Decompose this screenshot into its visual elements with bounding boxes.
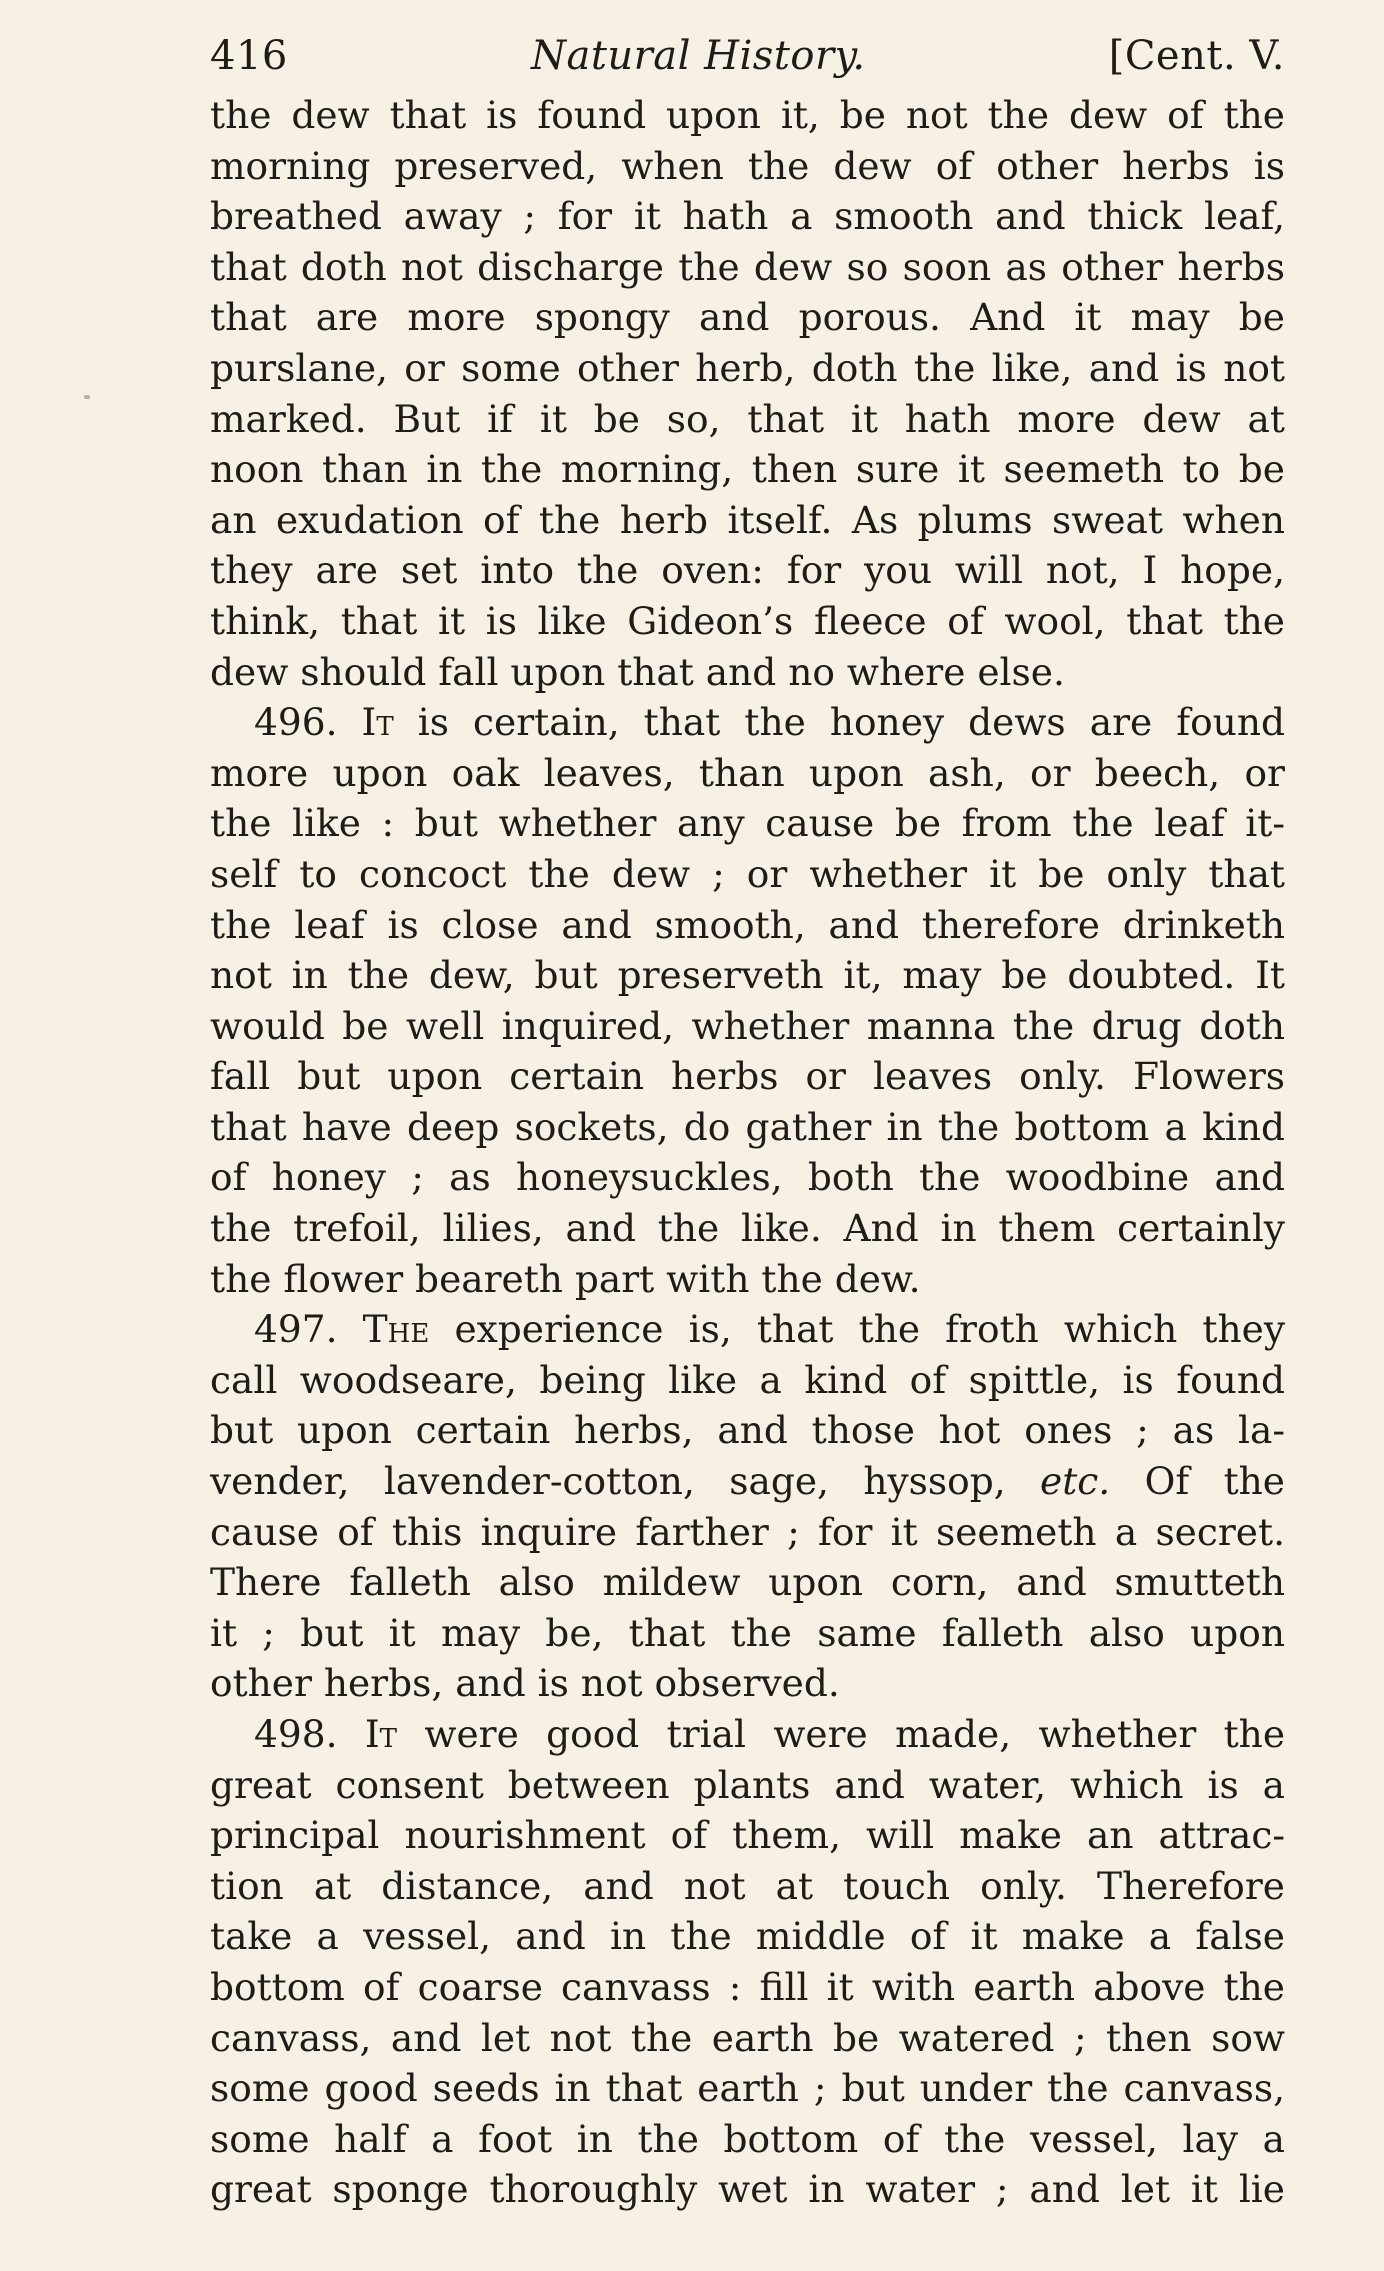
text-line: of honey ; as honeysuckles, both the woodbine and — [210, 1155, 1285, 1200]
text-line: great sponge thoroughly wet in water ; and let it lie — [210, 2167, 1285, 2212]
text-line: noon than in the morning, then sure it seemeth to be — [210, 447, 1285, 492]
text-line: morning preserved, when the dew of other herbs is — [210, 143, 1285, 188]
text-line: canvass, and let not the earth be watered ; then sow — [210, 2015, 1285, 2060]
text-line: would be well inquired, whether manna the drug doth — [210, 1003, 1285, 1048]
text-line: that doth not discharge the dew so soon as other herbs — [210, 244, 1285, 289]
text-line: the dew that is found upon it, be not the dew of the — [210, 93, 1285, 137]
text-line: tion at distance, and not at touch only. Therefore — [210, 1863, 1285, 1908]
text-line: not in the dew, but preserveth it, may be doubted. It — [210, 953, 1285, 998]
text-line: but upon certain herbs, and those hot ones ; as la- — [210, 1408, 1285, 1453]
text-line: breathed away ; for it hath a smooth and thick leaf, — [210, 194, 1285, 239]
text-span: were good trial were made, whether the — [424, 1712, 1286, 1756]
text-line: it ; but it may be, that the same falleth also upon — [210, 1610, 1285, 1655]
text-line: fall but upon certain herbs or leaves only. Flowers — [210, 1054, 1285, 1099]
paragraph-498-first-line — [210, 1709, 1285, 1760]
text-line: the like : but whether any cause be from the leaf it- — [210, 801, 1285, 846]
text-line: other herbs, and is not observed. — [210, 1661, 840, 1706]
paragraph-lead: It — [361, 700, 394, 745]
text-line: some good seeds in that earth ; but under the canvass, — [210, 2066, 1285, 2111]
text-span: vender, lavender-cotton, sage, hyssop, — [210, 1459, 1006, 1504]
text-line: take a vessel, and in the middle of it make a false — [210, 1914, 1285, 1959]
text-line: dew should fall upon that and no where else. — [210, 649, 1065, 694]
text-span: Of the — [1144, 1459, 1285, 1504]
paragraph-lead: The — [362, 1307, 430, 1352]
text-line: more upon oak leaves, than upon ash, or beech, or — [210, 750, 1285, 795]
running-title: Natural History. — [530, 33, 866, 79]
text-line: an exudation of the herb itself. As plums sweat when — [210, 497, 1285, 542]
paragraph-497-first-line — [210, 1304, 1285, 1355]
paragraph-496-first-line — [210, 697, 1285, 748]
paragraph-number: 497. — [254, 1307, 338, 1352]
body-text — [210, 90, 1285, 2215]
text-line: some half a foot in the bottom of the vessel, lay a — [210, 2116, 1285, 2161]
paragraph-number: 498. — [254, 1712, 338, 1756]
text-line: great consent between plants and water, which is a — [210, 1762, 1285, 1807]
running-header — [210, 30, 1285, 90]
text-span: is certain, that the honey dews are found — [417, 700, 1285, 745]
page-number: 416 — [210, 33, 288, 79]
text-line: that have deep sockets, do gather in the bottom a kind — [210, 1104, 1285, 1149]
text-line: call woodseare, being like a kind of spittle, is found — [210, 1357, 1285, 1402]
text-line: the flower beareth part with the dew. — [210, 1256, 921, 1301]
book-page — [210, 30, 1285, 2215]
paragraph-lead: It — [364, 1712, 398, 1756]
text-line: they are set into the oven: for you will not, I hope, — [210, 548, 1285, 593]
page-speck — [84, 395, 90, 399]
italic-abbreviation: etc. — [1040, 1459, 1111, 1504]
text-line: principal nourishment of them, will make an attrac- — [210, 1813, 1285, 1858]
text-line: cause of this inquire farther ; for it seemeth a secret. — [210, 1509, 1285, 1554]
text-line: that are more spongy and porous. And it may be — [210, 295, 1285, 340]
text-line: the leaf is close and smooth, and therefore drinketh — [210, 902, 1285, 947]
text-line — [210, 1456, 1285, 1507]
text-line: think, that it is like Gideon’s fleece of wool, that the — [210, 598, 1285, 643]
text-span: experience is, that the froth which they — [454, 1307, 1286, 1352]
text-line: self to concoct the dew ; or whether it be only that — [210, 851, 1285, 896]
text-line: the trefoil, lilies, and the like. And in them certainly — [210, 1206, 1285, 1251]
text-line: purslane, or some other herb, doth the like, and is not — [210, 345, 1285, 390]
section-marker: [Cent. V. — [1108, 33, 1285, 79]
text-line: bottom of coarse canvass : fill it with earth above the — [210, 1964, 1285, 2009]
paragraph-number: 496. — [254, 700, 338, 745]
text-line: There falleth also mildew upon corn, and smutteth — [210, 1560, 1285, 1605]
text-line: marked. But if it be so, that it hath more dew at — [210, 396, 1285, 441]
